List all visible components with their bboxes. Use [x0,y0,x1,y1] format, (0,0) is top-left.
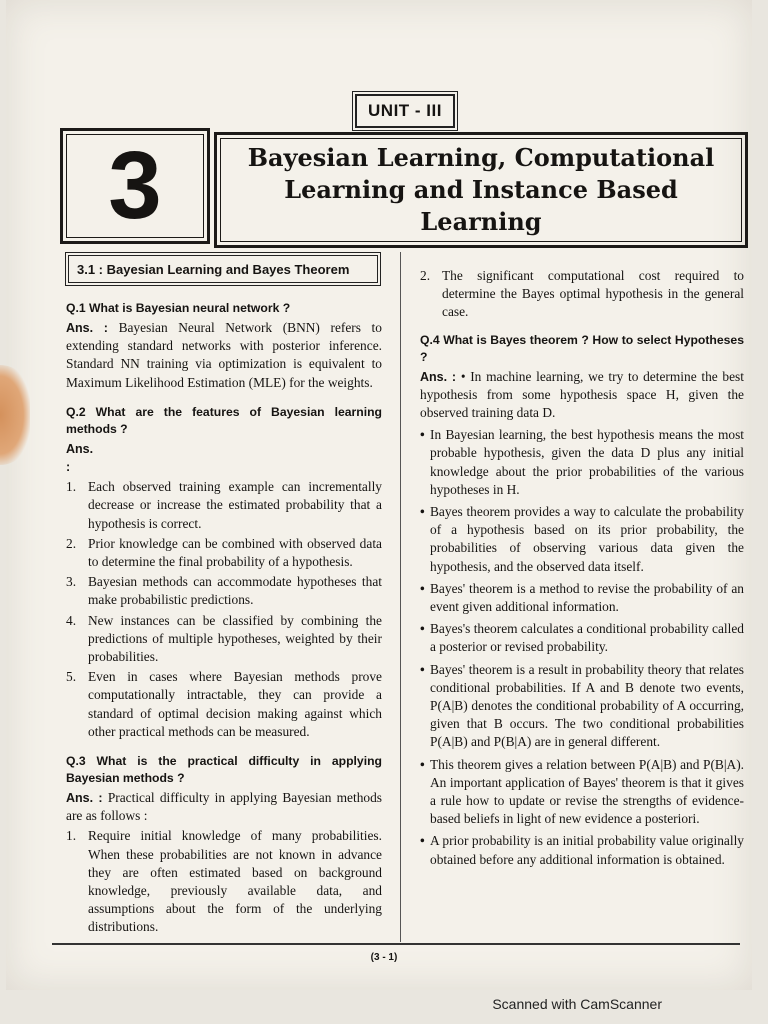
bullet-icon: • [420,621,425,637]
list-item [66,612,382,667]
list-item [66,827,382,936]
chapter-title: Bayesian Learning, Computational Learning and Instance Based Learning [247,143,715,236]
bullet-icon: • [420,756,425,772]
chapter-title-box [214,132,748,248]
answer-4 [420,368,744,423]
list-item [66,478,382,533]
question-3: Q.3 What is the practical difficulty in applying Bayesian methods ? [66,754,382,786]
column-divider [400,252,401,942]
bullet-text: Bayes theorem provides a way to calculate the probability of a hypothesis based on its prior probability, the probabilities of observing various data given the hypothesis, and the observed data itself. [430,504,744,574]
list-item [66,440,382,476]
bullet-text: Bayes' theorem is a method to revise the probability of an event given additional information. [430,580,744,615]
question-2: Q.2 What are the features of Bayesian learning methods ? [66,404,382,436]
bullet-item [420,620,744,656]
footer-rule [52,943,740,945]
bullet-list [420,426,744,869]
scanner-watermark: Scanned with CamScanner [492,996,662,1012]
right-column [420,265,744,873]
item-number: 1. [66,479,77,495]
unit-label: UNIT - III [355,94,455,128]
q2-list [66,478,382,741]
item-number: 1. [66,828,77,844]
bullet-item [420,832,744,868]
list-item [420,267,744,322]
bullet-text: Bayes's theorem calculates a conditional probability called a posterior or revised probability. [430,621,745,655]
bullet-item [420,580,744,616]
bullet-item [420,661,744,752]
question-4: Q.4 What is Bayes theorem ? How to select Hypotheses ? [420,332,744,364]
q3-list [66,827,382,936]
item-number: 2. [420,268,431,283]
answer-4-text: • In machine learning, we try to determine the best hypothesis from some hypothesis space H, given the observed training data D. [420,368,744,421]
item-text: New instances can be classified by combining the predictions of multiple hypotheses, weighted by their probabilities. [88,612,382,665]
bullet-icon: • [420,427,425,443]
answer-label: Ans. : [66,321,108,335]
item-number: 4. [66,612,77,628]
bullet-icon: • [420,833,425,849]
list-item [66,535,382,571]
thumb-shadow [0,365,30,465]
bullet-text: In Bayesian learning, the best hypothesis means the most probable hypothesis, given the data D plus any initial knowledge about the prior probabilities of the various hypotheses in H. [430,427,744,497]
answer-3-text: Practical difficulty in applying Bayesian methods are as follows : [66,790,383,824]
item-text: The significant computational cost required to determine the Bayes optimal hypothesis in the general case. [442,268,744,320]
item-text: Even in cases where Bayesian methods prove computationally intractable, they can provide a standard of optimal decision making against which other practical methods can be measured. [88,669,382,739]
bullet-text: This theorem gives a relation between P(A|B) and P(B|A). An important application of Bayes' theorem is that it gives a rule how to update or revise the strengths of evidence-based beliefs in light of new evidence a posteriori. [430,756,744,827]
page-number: (3 - 1) [370,952,398,963]
item-text: Each observed training example can incrementally decrease or increase the estimated probability that a hypothesis is correct. [88,479,382,531]
answer-3 [66,789,382,825]
bullet-item [420,756,744,829]
item-text: Require initial knowledge of many probabilities. When these probabilities are not known in advance they are often estimated based on background knowledge, previously available data, and assumptions about the form of the underlying distributions. [88,828,382,935]
item-number: 5. [66,669,77,685]
answer-1 [66,319,382,392]
item-text: Prior knowledge can be combined with observed data to determine the final probability of a hypothesis. [88,535,382,570]
item-number: 2. [66,535,77,551]
section-heading: 3.1 : Bayesian Learning and Bayes Theorem [68,255,378,283]
list-item [66,573,382,609]
item-number: 3. [66,574,77,590]
chapter-number-box [60,128,210,244]
bullet-icon: • [420,661,425,677]
chapter-number: 3 [108,132,162,239]
answer-1-text: Bayesian Neural Network (BNN) refers to extending standard networks with posterior inference. Standard NN training via optimization is equivalent to Maximum Likelihood Estimation (MLE) for the weights. [66,320,382,390]
answer-label: Ans. : [66,441,94,475]
left-column [66,300,382,939]
question-1: Q.1 What is Bayesian neural network ? [66,301,291,315]
list-item [66,668,382,741]
answer-label: Ans. : [66,791,103,806]
answer-label: Ans. : [420,369,457,384]
bullet-item [420,503,744,576]
bullet-icon: • [420,580,425,596]
bullet-text: A prior probability is an initial probability value originally obtained before any additional information is obtained. [430,833,744,867]
bullet-icon: • [420,504,425,520]
item-text: Bayesian methods can accommodate hypotheses that make probabilistic predictions. [88,574,382,608]
bullet-item [420,426,744,499]
bullet-text: Bayes' theorem is a result in probability theory that relates conditional probabilities. If A and B denote two events, P(A|B) denotes the conditional probability of A occurring, given that B occurs. The two conditional probabilities P(A|B) and P(B|A) are in general different. [430,661,744,750]
